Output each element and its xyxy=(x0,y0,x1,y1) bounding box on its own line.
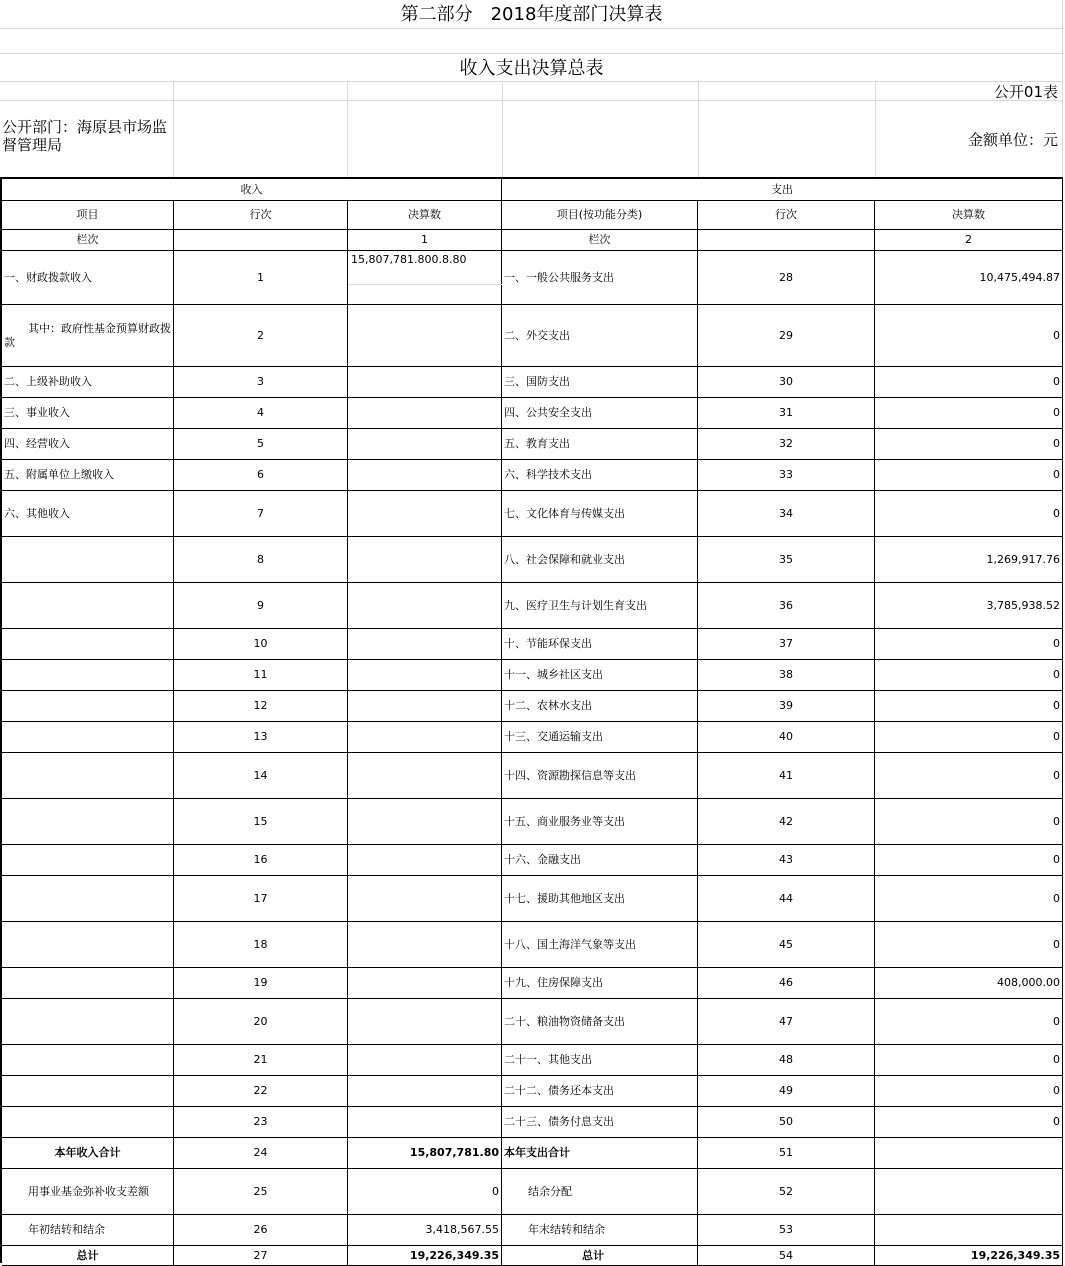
expense-line-no: 42 xyxy=(698,799,875,845)
expense-item: 一、一般公共服务支出 xyxy=(502,251,698,305)
income-amount: 3,418,567.55 xyxy=(348,1215,502,1246)
expense-item: 十九、住房保障支出 xyxy=(502,968,698,999)
expense-item: 总计 xyxy=(502,1246,698,1266)
income-item xyxy=(2,629,174,660)
expense-line-no: 46 xyxy=(698,968,875,999)
income-amount xyxy=(348,398,502,429)
expense-line-no: 52 xyxy=(698,1169,875,1215)
expense-item: 六、科学技术支出 xyxy=(502,460,698,491)
expense-header: 支出 xyxy=(502,179,1063,201)
expense-amount: 0 xyxy=(875,460,1063,491)
expense-line-no: 53 xyxy=(698,1215,875,1246)
income-item: 本年收入合计 xyxy=(2,1138,174,1169)
blank-row xyxy=(0,29,1063,54)
income-amount xyxy=(348,753,502,799)
income-item: 六、其他收入 xyxy=(2,491,174,537)
income-item xyxy=(2,722,174,753)
income-amount xyxy=(348,691,502,722)
overflow-text: 15,807,781.800.8.80 xyxy=(351,253,467,266)
income-line-no: 19 xyxy=(174,968,348,999)
budget-table xyxy=(0,177,1063,1263)
income-line-no: 18 xyxy=(174,922,348,968)
income-amount xyxy=(348,537,502,583)
grid-line xyxy=(502,82,503,177)
income-item: 用事业基金弥补收支差额 xyxy=(2,1169,174,1215)
income-line-no: 7 xyxy=(174,491,348,537)
expense-amount: 3,785,938.52 xyxy=(875,583,1063,629)
expense-amount xyxy=(875,1138,1063,1169)
expense-line-no: 28 xyxy=(698,251,875,305)
expense-line-no: 36 xyxy=(698,583,875,629)
lanci-line2-cell xyxy=(698,230,875,251)
expense-line-no: 34 xyxy=(698,491,875,537)
expense-item: 七、文化体育与传媒支出 xyxy=(502,491,698,537)
expense-amount: 0 xyxy=(875,367,1063,398)
income-line-no: 23 xyxy=(174,1107,348,1138)
department-label: 公开部门：海原县市场监督管理局 xyxy=(2,118,168,154)
grid-line xyxy=(173,82,174,177)
unit-label: 金额单位：元 xyxy=(967,131,1058,149)
expense-item: 二十二、债务还本支出 xyxy=(502,1076,698,1107)
expense-item: 十三、交通运输支出 xyxy=(502,722,698,753)
expense-amount: 0 xyxy=(875,1045,1063,1076)
expense-line-no: 32 xyxy=(698,429,875,460)
income-line-no: 17 xyxy=(174,876,348,922)
cell-inner-line xyxy=(348,284,502,285)
expense-line-no: 38 xyxy=(698,660,875,691)
expense-amount: 0 xyxy=(875,876,1063,922)
income-item xyxy=(2,660,174,691)
income-item xyxy=(2,1045,174,1076)
expense-line-no: 33 xyxy=(698,460,875,491)
expense-item: 三、国防支出 xyxy=(502,367,698,398)
income-line-no: 9 xyxy=(174,583,348,629)
lanci-expense-no: 2 xyxy=(875,230,1063,251)
income-item xyxy=(2,799,174,845)
col-amount2-header: 决算数 xyxy=(875,201,1063,230)
income-amount xyxy=(348,491,502,537)
expense-item: 十二、农林水支出 xyxy=(502,691,698,722)
income-item xyxy=(2,1107,174,1138)
income-line-no: 20 xyxy=(174,999,348,1045)
income-amount xyxy=(348,429,502,460)
income-amount xyxy=(348,1107,502,1138)
income-line-no: 12 xyxy=(174,691,348,722)
expense-amount: 0 xyxy=(875,999,1063,1045)
expense-line-no: 39 xyxy=(698,691,875,722)
col-item-header: 项目 xyxy=(2,201,174,230)
expense-item: 九、医疗卫生与计划生育支出 xyxy=(502,583,698,629)
expense-item: 十、节能环保支出 xyxy=(502,629,698,660)
expense-item: 结余分配 xyxy=(502,1169,698,1215)
expense-amount: 408,000.00 xyxy=(875,968,1063,999)
expense-line-no: 54 xyxy=(698,1246,875,1266)
grid-line xyxy=(1062,0,1063,177)
expense-item: 十八、国土海洋气象等支出 xyxy=(502,922,698,968)
col-line-header: 行次 xyxy=(174,201,348,230)
expense-item: 八、社会保障和就业支出 xyxy=(502,537,698,583)
income-line-no: 10 xyxy=(174,629,348,660)
expense-amount: 0 xyxy=(875,799,1063,845)
income-line-no: 16 xyxy=(174,845,348,876)
income-line-no: 25 xyxy=(174,1169,348,1215)
income-amount xyxy=(348,660,502,691)
income-amount xyxy=(348,922,502,968)
income-line-no: 2 xyxy=(174,305,348,367)
page-title: 第二部分 2018年度部门决算表 xyxy=(0,0,1063,29)
expense-item: 五、教育支出 xyxy=(502,429,698,460)
income-amount xyxy=(348,845,502,876)
income-item: 一、财政拨款收入 xyxy=(2,251,174,305)
expense-amount: 1,269,917.76 xyxy=(875,537,1063,583)
income-line-no: 11 xyxy=(174,660,348,691)
expense-line-no: 29 xyxy=(698,305,875,367)
expense-item: 二、外交支出 xyxy=(502,305,698,367)
income-line-no: 22 xyxy=(174,1076,348,1107)
income-item xyxy=(2,1076,174,1107)
income-item: 其中：政府性基金预算财政拨款 xyxy=(2,305,174,367)
income-amount: 15,807,781.80 xyxy=(348,1138,502,1169)
income-amount xyxy=(348,305,502,367)
expense-line-no: 45 xyxy=(698,922,875,968)
income-amount xyxy=(348,367,502,398)
expense-amount: 0 xyxy=(875,398,1063,429)
expense-amount: 0 xyxy=(875,691,1063,722)
grid-line xyxy=(698,82,699,177)
income-line-no: 21 xyxy=(174,1045,348,1076)
form-number: 公开01表 xyxy=(993,83,1058,101)
expense-amount: 0 xyxy=(875,629,1063,660)
income-header: 收入 xyxy=(2,179,502,201)
income-amount xyxy=(348,999,502,1045)
expense-line-no: 41 xyxy=(698,753,875,799)
expense-line-no: 30 xyxy=(698,367,875,398)
income-item xyxy=(2,999,174,1045)
col-item-func-header: 项目(按功能分类) xyxy=(502,201,698,230)
income-item: 五、附属单位上缴收入 xyxy=(2,460,174,491)
income-line-no: 4 xyxy=(174,398,348,429)
income-item xyxy=(2,876,174,922)
expense-line-no: 50 xyxy=(698,1107,875,1138)
expense-line-no: 40 xyxy=(698,722,875,753)
expense-amount: 0 xyxy=(875,429,1063,460)
expense-line-no: 48 xyxy=(698,1045,875,1076)
income-amount: 0 xyxy=(348,1169,502,1215)
expense-amount: 0 xyxy=(875,753,1063,799)
income-item xyxy=(2,968,174,999)
income-item: 三、事业收入 xyxy=(2,398,174,429)
expense-amount: 0 xyxy=(875,491,1063,537)
income-line-no: 26 xyxy=(174,1215,348,1246)
income-item xyxy=(2,753,174,799)
income-item xyxy=(2,691,174,722)
expense-amount: 0 xyxy=(875,1107,1063,1138)
expense-item: 二十一、其他支出 xyxy=(502,1045,698,1076)
expense-item: 十七、援助其他地区支出 xyxy=(502,876,698,922)
expense-amount: 19,226,349.35 xyxy=(875,1246,1063,1266)
expense-item: 年末结转和结余 xyxy=(502,1215,698,1246)
expense-item: 本年支出合计 xyxy=(502,1138,698,1169)
expense-line-no: 49 xyxy=(698,1076,875,1107)
page-subtitle: 收入支出决算总表 xyxy=(0,54,1063,82)
income-item xyxy=(2,845,174,876)
income-item: 年初结转和结余 xyxy=(2,1215,174,1246)
income-amount xyxy=(348,968,502,999)
income-amount xyxy=(348,722,502,753)
expense-item: 十五、商业服务业等支出 xyxy=(502,799,698,845)
income-amount xyxy=(348,1045,502,1076)
col-amount-header: 决算数 xyxy=(348,201,502,230)
expense-line-no: 35 xyxy=(698,537,875,583)
expense-amount: 10,475,494.87 xyxy=(875,251,1063,305)
expense-line-no: 37 xyxy=(698,629,875,660)
lanci-label: 栏次 xyxy=(2,230,174,251)
expense-amount: 0 xyxy=(875,722,1063,753)
income-line-no: 8 xyxy=(174,537,348,583)
expense-line-no: 31 xyxy=(698,398,875,429)
income-line-no: 15 xyxy=(174,799,348,845)
expense-amount xyxy=(875,1169,1063,1215)
income-line-no: 13 xyxy=(174,722,348,753)
grid-line xyxy=(347,82,348,177)
income-item xyxy=(2,922,174,968)
expense-amount: 0 xyxy=(875,922,1063,968)
expense-amount xyxy=(875,1215,1063,1246)
income-line-no: 27 xyxy=(174,1246,348,1266)
expense-item: 十一、城乡社区支出 xyxy=(502,660,698,691)
income-line-no: 14 xyxy=(174,753,348,799)
income-line-no: 3 xyxy=(174,367,348,398)
expense-item: 十六、金融支出 xyxy=(502,845,698,876)
expense-amount: 0 xyxy=(875,660,1063,691)
income-line-no: 5 xyxy=(174,429,348,460)
income-amount xyxy=(348,629,502,660)
income-amount xyxy=(348,1076,502,1107)
lanci-label-2: 栏次 xyxy=(502,230,698,251)
expense-amount: 0 xyxy=(875,305,1063,367)
lanci-income-no: 1 xyxy=(348,230,502,251)
income-line-no: 6 xyxy=(174,460,348,491)
expense-line-no: 47 xyxy=(698,999,875,1045)
income-item: 总计 xyxy=(2,1246,174,1266)
expense-line-no: 44 xyxy=(698,876,875,922)
income-line-no: 24 xyxy=(174,1138,348,1169)
income-amount xyxy=(348,460,502,491)
expense-amount: 0 xyxy=(875,845,1063,876)
income-amount xyxy=(348,876,502,922)
col-line2-header: 行次 xyxy=(698,201,875,230)
expense-amount: 0 xyxy=(875,1076,1063,1107)
lanci-line-cell xyxy=(174,230,348,251)
expense-item: 二十三、债务付息支出 xyxy=(502,1107,698,1138)
income-line-no: 1 xyxy=(174,251,348,305)
expense-item: 四、公共安全支出 xyxy=(502,398,698,429)
income-item: 二、上级补助收入 xyxy=(2,367,174,398)
expense-item: 二十、粮油物资储备支出 xyxy=(502,999,698,1045)
expense-item: 十四、资源勘探信息等支出 xyxy=(502,753,698,799)
expense-line-no: 43 xyxy=(698,845,875,876)
income-amount xyxy=(348,583,502,629)
expense-line-no: 51 xyxy=(698,1138,875,1169)
income-amount xyxy=(348,799,502,845)
income-amount: 19,226,349.35 xyxy=(348,1246,502,1266)
income-item xyxy=(2,537,174,583)
income-item xyxy=(2,583,174,629)
income-item: 四、经营收入 xyxy=(2,429,174,460)
